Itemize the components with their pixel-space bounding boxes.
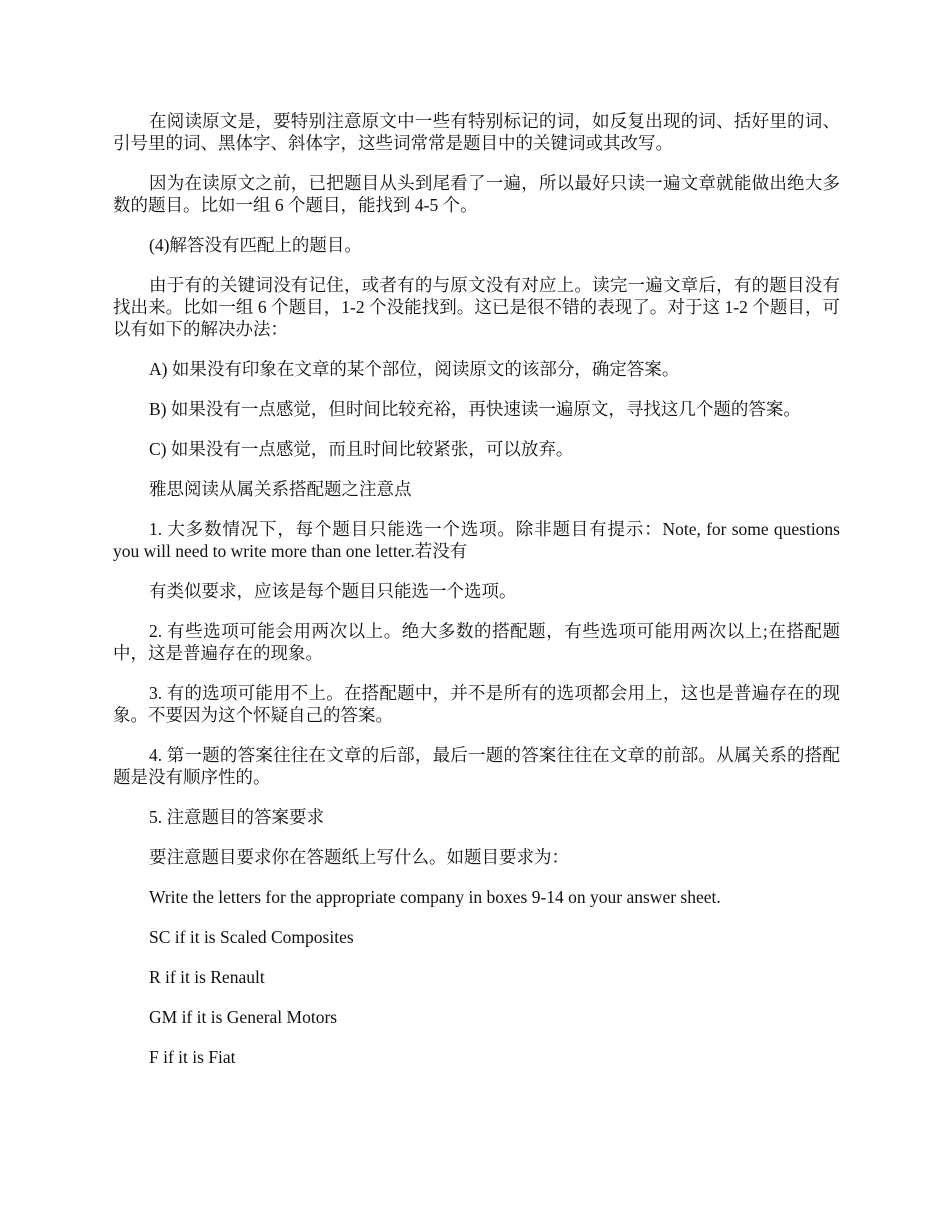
paragraph-7: C) 如果没有一点感觉，而且时间比较紧张，可以放弃。: [149, 439, 574, 459]
paragraph-13: 4. 第一题的答案往往在文章的后部，最后一题的答案往往在文章的前部。从属关系的搭配题是没有顺序性的。: [113, 745, 840, 787]
paragraph-12: 3. 有的选项可能用不上。在搭配题中，并不是所有的选项都会用上，这也是普遍存在的现象。不要因为这个怀疑自己的答案。: [113, 683, 840, 725]
paragraph-15: 要注意题目要求你在答题纸上写什么。如题目要求为：: [149, 847, 569, 867]
paragraph-17: SC if it is Scaled Composites: [149, 927, 354, 947]
paragraph-6: B) 如果没有一点感觉，但时间比较充裕，再快速读一遍原文，寻找这几个题的答案。: [149, 399, 801, 419]
paragraph-4: 由于有的关键词没有记住，或者有的与原文没有对应上。读完一遍文章后，有的题目没有找出来。比如一组 6 个题目，1-2 个没能找到。这已是很不错的表现了。对于这 1-2 个题目，可以有如下的解决办法：: [113, 275, 840, 339]
paragraph-9: 1. 大多数情况下，每个题目只能选一个选项。除非题目有提示：Note, for some questions you will need to write more than one letter.若没有: [113, 519, 840, 561]
paragraph-11: 2. 有些选项可能会用两次以上。绝大多数的搭配题，有些选项可能用两次以上;在搭配题中，这是普遍存在的现象。: [113, 621, 840, 663]
paragraph-10: 有类似要求，应该是每个题目只能选一个选项。: [149, 581, 517, 601]
paragraph-2: 因为在读原文之前，已把题目从头到尾看了一遍，所以最好只读一遍文章就能做出绝大多数的题目。比如一组 6 个题目，能找到 4-5 个。: [113, 173, 840, 215]
paragraph-18: R if it is Renault: [149, 967, 265, 987]
paragraph-16: Write the letters for the appropriate company in boxes 9-14 on your answer sheet.: [149, 887, 721, 907]
document-body: [113, 110, 840, 1086]
paragraph-14: 5. 注意题目的答案要求: [149, 807, 324, 827]
paragraph-1: 在阅读原文是，要特别注意原文中一些有特别标记的词，如反复出现的词、括好里的词、引号里的词、黑体字、斜体字，这些词常常是题目中的关键词或其改写。: [113, 111, 840, 153]
paragraph-19: GM if it is General Motors: [149, 1007, 338, 1027]
paragraph-20: F if it is Fiat: [149, 1047, 236, 1067]
paragraph-3: (4)解答没有匹配上的题目。: [149, 235, 362, 255]
paragraph-8: 雅思阅读从属关系搭配题之注意点: [149, 479, 412, 499]
paragraph-5: A) 如果没有印象在文章的某个部位，阅读原文的该部分，确定答案。: [149, 359, 680, 379]
